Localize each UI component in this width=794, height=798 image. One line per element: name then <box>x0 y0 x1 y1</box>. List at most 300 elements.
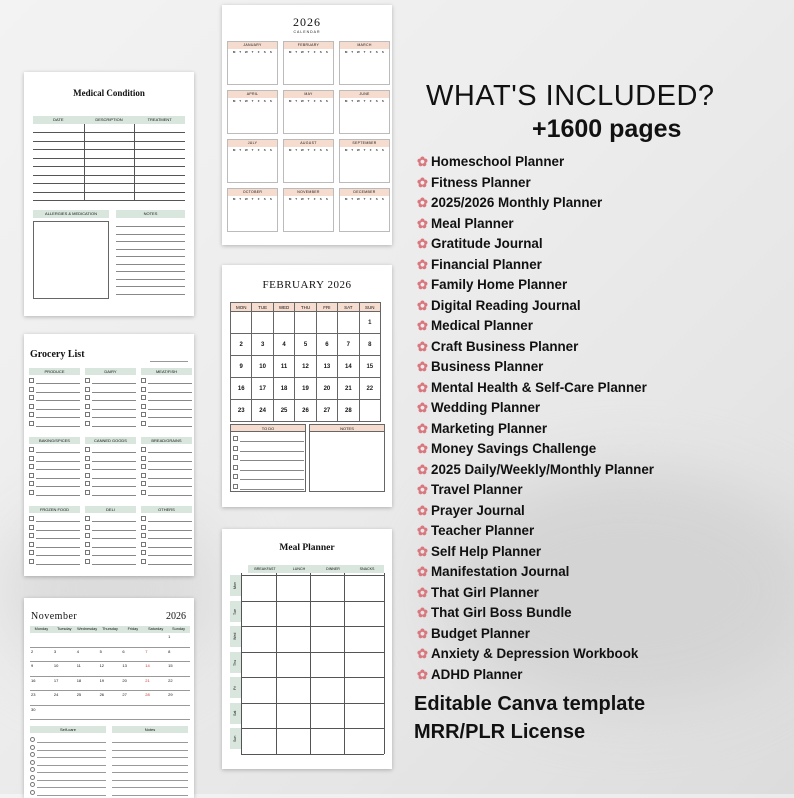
checkbox[interactable] <box>233 474 238 479</box>
weekday: M <box>232 148 236 152</box>
item-line <box>36 564 80 565</box>
list-item <box>414 562 794 583</box>
checkbox[interactable] <box>85 447 90 452</box>
weekday: M <box>232 99 236 103</box>
item-line <box>92 461 136 462</box>
month-label: MARCH <box>340 42 389 49</box>
todo-line <box>240 441 304 442</box>
item-line <box>148 461 192 462</box>
list-item-label: 2025 Daily/Weekly/Monthly Planner <box>431 461 655 477</box>
month-title: FEBRUARY 2026 <box>262 279 352 291</box>
checkbox[interactable] <box>29 464 34 469</box>
weekday: M <box>344 50 348 54</box>
day-cell: 19 <box>295 378 316 400</box>
list-item <box>414 193 794 214</box>
checkbox[interactable] <box>30 775 35 780</box>
checkbox[interactable] <box>85 559 90 564</box>
weekday-header <box>230 302 381 312</box>
day-cell <box>99 706 122 721</box>
month-days <box>343 149 386 159</box>
checkbox[interactable] <box>29 387 34 392</box>
row-line <box>241 626 384 627</box>
flower-icon: ✿ <box>417 461 428 477</box>
checkbox[interactable] <box>30 745 35 750</box>
row-line <box>241 754 384 755</box>
checkbox[interactable] <box>29 378 34 383</box>
item-line <box>148 469 192 470</box>
weekday: S <box>325 99 328 103</box>
item-line <box>92 486 136 487</box>
weekday: T <box>295 197 298 201</box>
item-line <box>148 555 192 556</box>
todo-header <box>230 424 306 432</box>
checkbox[interactable] <box>85 550 90 555</box>
weekday: W <box>244 148 248 152</box>
weekday-label: SAT <box>338 303 359 312</box>
checkbox[interactable] <box>85 395 90 400</box>
checkbox[interactable] <box>85 533 90 538</box>
day-cell <box>295 312 316 334</box>
checkbox[interactable] <box>141 412 146 417</box>
checkbox[interactable] <box>30 760 35 765</box>
weekday: T <box>307 197 310 201</box>
weekday: F <box>369 197 372 201</box>
weekday-label: Sunday <box>167 626 190 633</box>
day-cell: 1 <box>360 312 381 334</box>
day-cell <box>338 312 359 334</box>
flower-icon: ✿ <box>417 256 428 272</box>
item-line <box>36 383 80 384</box>
day-cell <box>121 706 144 721</box>
weekday: S <box>269 148 272 152</box>
checkbox[interactable] <box>85 473 90 478</box>
todo-line <box>240 451 304 452</box>
weekday: T <box>251 197 254 201</box>
day-cell: 16 <box>30 677 53 692</box>
mini-month <box>339 90 390 134</box>
day-cell: 11 <box>274 356 295 378</box>
checkbox[interactable] <box>29 516 34 521</box>
weekday-label: THU <box>295 303 316 312</box>
checkbox[interactable] <box>30 737 35 742</box>
month-days <box>287 149 330 159</box>
checkbox[interactable] <box>29 412 34 417</box>
weekday: M <box>232 197 236 201</box>
checkbox[interactable] <box>141 464 146 469</box>
checkbox[interactable] <box>233 465 238 470</box>
month-label: SEPTEMBER <box>340 140 389 147</box>
checkbox[interactable] <box>29 473 34 478</box>
list-item-label: Mental Health & Self-Care Planner <box>431 379 647 395</box>
notes-header <box>112 726 188 733</box>
list-item-label: Fitness Planner <box>431 174 531 190</box>
day-cell: 15 <box>167 662 190 677</box>
checkbox[interactable] <box>141 395 146 400</box>
checkbox[interactable] <box>29 421 34 426</box>
checkbox[interactable] <box>85 490 90 495</box>
month-days <box>231 51 274 61</box>
included-panel <box>410 80 794 744</box>
day-cell: 29 <box>167 691 190 706</box>
flower-icon: ✿ <box>417 420 428 436</box>
checkbox[interactable] <box>30 782 35 787</box>
flower-icon: ✿ <box>417 359 428 374</box>
meal-header <box>248 565 384 573</box>
month-days <box>343 198 386 208</box>
todo-line <box>240 479 304 480</box>
checkbox[interactable] <box>85 378 90 383</box>
notes-header <box>309 424 385 432</box>
item-line <box>36 469 80 470</box>
month-days <box>287 100 330 110</box>
list-item <box>414 152 794 173</box>
list-item-label: That Girl Planner <box>431 584 539 600</box>
checkbox[interactable] <box>85 412 90 417</box>
flower-icon: ✿ <box>417 646 428 661</box>
item-line <box>92 555 136 556</box>
note-line <box>116 271 185 272</box>
weekday: M <box>288 50 292 54</box>
weekday: S <box>319 50 322 54</box>
day-cell <box>274 312 295 334</box>
table-line <box>33 183 185 184</box>
checkbox[interactable] <box>85 516 90 521</box>
note-line <box>116 294 185 295</box>
weekday: T <box>363 148 366 152</box>
weekday: W <box>244 197 248 201</box>
day-cell: 28 <box>338 400 359 422</box>
item-line <box>148 486 192 487</box>
weekday: W <box>244 99 248 103</box>
note-line <box>37 757 106 758</box>
headline: WHAT'S INCLUDED? <box>426 80 715 112</box>
flower-icon: ✿ <box>417 605 428 620</box>
item-line <box>36 392 80 393</box>
day-tab: Thu <box>230 652 241 673</box>
item-line <box>148 417 192 418</box>
day-cell: 20 <box>317 378 338 400</box>
note-line <box>116 264 185 265</box>
day-tab: Sun <box>230 728 241 749</box>
checkbox[interactable] <box>233 446 238 451</box>
checkbox[interactable] <box>30 767 35 772</box>
day-cell: 8 <box>167 648 190 663</box>
checkbox[interactable] <box>29 550 34 555</box>
weekday: T <box>351 197 354 201</box>
checkbox[interactable] <box>30 752 35 757</box>
todo-line <box>240 489 304 490</box>
flower-icon: ✿ <box>417 523 428 538</box>
day-cell: 12 <box>295 356 316 378</box>
checkbox[interactable] <box>85 464 90 469</box>
list-item <box>414 583 794 604</box>
note-line <box>37 787 106 788</box>
day-cell: 27 <box>121 691 144 706</box>
day-cell: 17 <box>252 378 273 400</box>
list-item <box>414 542 794 563</box>
item-line <box>148 521 192 522</box>
allergies-box <box>33 221 109 299</box>
month-days <box>231 149 274 159</box>
item-line <box>148 547 192 548</box>
checkbox[interactable] <box>141 421 146 426</box>
weekday: T <box>295 99 298 103</box>
checkbox[interactable] <box>233 455 238 460</box>
day-cell: 9 <box>30 662 53 677</box>
month-label: JANUARY <box>228 42 277 49</box>
checkbox[interactable] <box>29 533 34 538</box>
item-line <box>36 555 80 556</box>
calendar-2026-page <box>222 5 392 245</box>
section-label: OTHERS <box>158 507 175 512</box>
section-label: DAIRY <box>104 369 117 374</box>
checkbox[interactable] <box>29 395 34 400</box>
checkbox[interactable] <box>233 436 238 441</box>
checkbox[interactable] <box>85 525 90 530</box>
section-header <box>85 368 136 375</box>
checkbox[interactable] <box>29 542 34 547</box>
note-line <box>116 279 185 280</box>
day-cell: 10 <box>252 356 273 378</box>
checkbox[interactable] <box>85 542 90 547</box>
todo-line <box>240 460 304 461</box>
weekday: T <box>307 50 310 54</box>
item-line <box>148 478 192 479</box>
checkbox[interactable] <box>141 525 146 530</box>
month-name: November <box>31 611 78 622</box>
flower-icon: ✿ <box>417 543 428 559</box>
list-item-label: Digital Reading Journal <box>431 297 581 313</box>
list-item-label: Budget Planner <box>431 625 530 641</box>
list-item-label: Homeschool Planner <box>431 154 565 169</box>
checkbox[interactable] <box>141 404 146 409</box>
column-divider <box>84 124 85 200</box>
month-label: OCTOBER <box>228 189 277 196</box>
column-header: TREATMENT <box>147 117 172 122</box>
day-cell: 26 <box>295 400 316 422</box>
mini-month <box>227 90 278 134</box>
checkbox[interactable] <box>29 525 34 530</box>
day-cell <box>144 633 167 648</box>
month-days <box>231 100 274 110</box>
day-cell: 5 <box>99 648 122 663</box>
list-item-label: That Girl Boss Bundle <box>431 605 572 620</box>
month-days <box>343 51 386 61</box>
weekday: T <box>307 148 310 152</box>
day-cell: 4 <box>274 334 295 356</box>
row-line <box>241 703 384 704</box>
table-line <box>33 149 185 150</box>
column-header: DINNER <box>326 567 340 571</box>
item-line <box>148 538 192 539</box>
checkbox[interactable] <box>141 473 146 478</box>
column-header: DESCRIPTION <box>95 117 123 122</box>
day-cell <box>360 400 381 422</box>
month-label: FEBRUARY <box>284 42 333 49</box>
day-cell: 24 <box>53 691 76 706</box>
item-line <box>36 461 80 462</box>
section-header <box>29 506 80 513</box>
checkbox[interactable] <box>29 456 34 461</box>
year: 2026 <box>166 611 186 622</box>
section-label: BAKING/SPICES <box>39 438 70 443</box>
notes-header <box>116 210 185 218</box>
weekday: S <box>375 50 378 54</box>
month-days <box>287 198 330 208</box>
item-line <box>36 521 80 522</box>
month-grid <box>30 626 190 720</box>
mini-month <box>283 41 334 85</box>
notes-label: NOTES <box>340 426 354 431</box>
checkbox[interactable] <box>233 484 238 489</box>
grocery-list-page <box>24 334 194 576</box>
item-line <box>36 530 80 531</box>
item-line <box>92 409 136 410</box>
flower-icon: ✿ <box>417 502 428 518</box>
checkbox[interactable] <box>85 456 90 461</box>
checkbox[interactable] <box>141 378 146 383</box>
weekday: F <box>257 99 260 103</box>
day-cell: 8 <box>360 334 381 356</box>
mini-month <box>339 41 390 85</box>
checkbox[interactable] <box>141 533 146 538</box>
list-item <box>414 644 794 665</box>
selfcare-label: Self-care <box>59 727 76 732</box>
checkbox[interactable] <box>85 481 90 486</box>
item-line <box>36 538 80 539</box>
item-line <box>36 486 80 487</box>
note-line <box>37 750 106 751</box>
footer-license: MRR/PLR License <box>414 721 586 743</box>
day-cell <box>231 312 252 334</box>
note-line <box>112 750 188 751</box>
table-line <box>33 132 185 133</box>
day-cell: 14 <box>338 356 359 378</box>
flower-icon: ✿ <box>417 400 428 415</box>
checkbox[interactable] <box>141 550 146 555</box>
day-cell: 16 <box>231 378 252 400</box>
day-tab: Mon <box>230 575 241 596</box>
allergies-header <box>33 210 109 218</box>
checkbox[interactable] <box>141 387 146 392</box>
checkbox[interactable] <box>29 481 34 486</box>
flower-icon: ✿ <box>417 195 428 210</box>
todo-line <box>240 470 304 471</box>
column-divider <box>241 573 242 754</box>
column-header: LUNCH <box>292 567 306 571</box>
item-line <box>148 409 192 410</box>
day-cell: 22 <box>360 378 381 400</box>
day-cell <box>144 706 167 721</box>
note-line <box>37 742 106 743</box>
checkbox[interactable] <box>29 559 34 564</box>
item-line <box>36 547 80 548</box>
checkbox[interactable] <box>141 481 146 486</box>
checkbox[interactable] <box>141 542 146 547</box>
list-item <box>414 521 794 542</box>
checkbox[interactable] <box>29 447 34 452</box>
weekday: W <box>300 99 304 103</box>
checkbox[interactable] <box>29 404 34 409</box>
flower-icon: ✿ <box>417 564 428 579</box>
medical-condition-page <box>24 72 194 316</box>
checkbox[interactable] <box>141 490 146 495</box>
item-line <box>92 530 136 531</box>
column-header: BREAKFAST <box>254 567 276 571</box>
weekday: F <box>369 50 372 54</box>
item-line <box>92 392 136 393</box>
weekday: W <box>356 99 360 103</box>
section-header <box>29 368 80 375</box>
weekday: S <box>381 99 384 103</box>
weekday-label: MON <box>231 303 252 312</box>
flower-icon: ✿ <box>417 236 428 251</box>
checkbox[interactable] <box>141 447 146 452</box>
weekday-label: Friday <box>121 626 144 633</box>
section-label: FROZEN FOOD <box>39 507 70 512</box>
mini-month <box>283 139 334 183</box>
notes-label: NOTES <box>143 211 158 216</box>
mini-month <box>339 139 390 183</box>
list-item <box>414 173 794 194</box>
weekday: S <box>375 148 378 152</box>
checkbox[interactable] <box>141 456 146 461</box>
list-item-label: Manifestation Journal <box>431 564 570 579</box>
day-cell: 30 <box>30 706 53 721</box>
note-line <box>112 772 188 773</box>
section-label: MEAT/FISH <box>155 369 178 374</box>
day-cell: 21 <box>144 677 167 692</box>
weekday: T <box>239 197 242 201</box>
row-line <box>241 652 384 653</box>
weekday: W <box>356 197 360 201</box>
weekday: T <box>295 50 298 54</box>
checkbox[interactable] <box>141 516 146 521</box>
list-item <box>414 214 794 235</box>
weekday: T <box>351 99 354 103</box>
weekday: F <box>313 99 316 103</box>
item-line <box>92 495 136 496</box>
checkbox[interactable] <box>29 490 34 495</box>
list-item <box>414 275 794 296</box>
month-label: NOVEMBER <box>284 189 333 196</box>
checkbox[interactable] <box>85 387 90 392</box>
mini-month <box>283 90 334 134</box>
day-cell: 21 <box>338 378 359 400</box>
day-cell <box>252 312 273 334</box>
weekday: S <box>325 148 328 152</box>
checkbox[interactable] <box>85 404 90 409</box>
item-line <box>148 564 192 565</box>
note-line <box>37 772 106 773</box>
mini-month <box>283 188 334 232</box>
row-line <box>241 677 384 678</box>
weekday: S <box>375 99 378 103</box>
notes-box <box>309 432 385 492</box>
checkbox[interactable] <box>85 421 90 426</box>
february-2026-page <box>222 265 392 507</box>
day-cell: 11 <box>76 662 99 677</box>
day-cell: 5 <box>295 334 316 356</box>
notes-label: Notes <box>144 727 156 732</box>
todo-label: TO DO <box>261 426 275 431</box>
day-cell: 19 <box>99 677 122 692</box>
weekday: M <box>288 99 292 103</box>
list-item-label: 2025/2026 Monthly Planner <box>431 195 603 210</box>
column-divider <box>310 573 311 754</box>
list-item <box>414 357 794 378</box>
checkbox[interactable] <box>141 559 146 564</box>
